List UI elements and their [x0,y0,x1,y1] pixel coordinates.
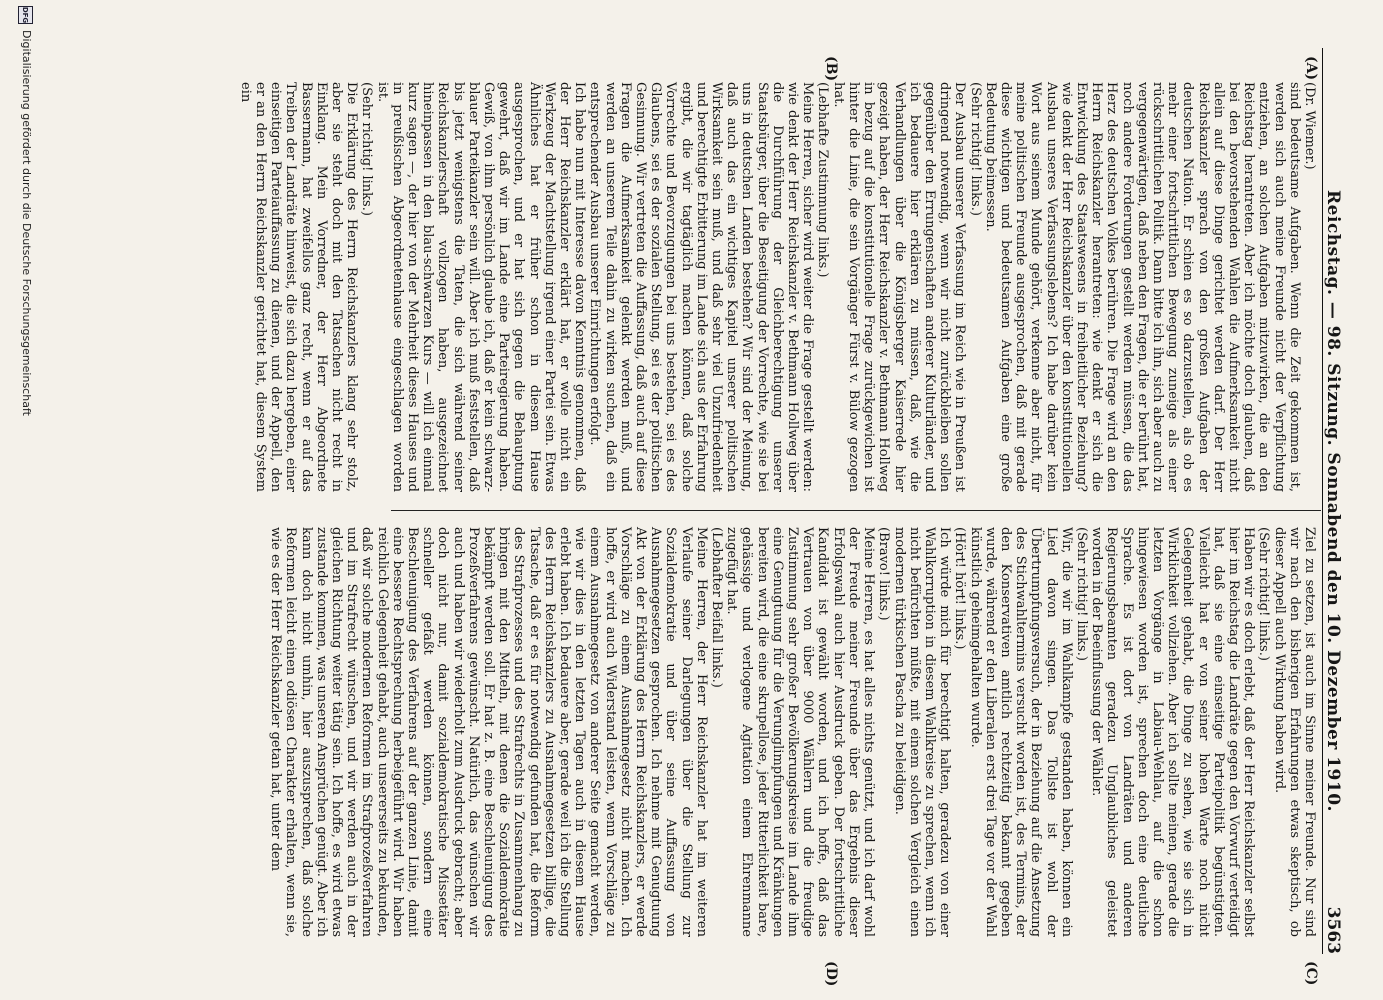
dfg-logo-icon: DFG [18,6,33,24]
margin-marker-c: (C) [1303,961,1319,986]
margin-marker-d: (D) [823,961,839,987]
margin-marker-a: (A) [1303,56,1319,81]
digitization-credit: Digitalisierung gefördert durch die Deutsche Forschungsgemeinschaft [20,30,33,416]
column-divider [391,510,1321,511]
right-column-text: Ziel zu setzen, ist auch im Sinne meiner Freunde. Nur sind wir nach den bisherigen Erfahrungen etwas skeptisch, ob dieser Appell auch Wirkung haben wird. (Sehr richtig! links.) Haben wir es doch erlebt, daß der Herr Reichskanzler selbst hier im Reichstag die Landräte gegen den Vorwurf verteidigt hat, daß sie eine einseitige Parteipolitik begünstigten. Vielleicht hat er von seiner hohen Warte noch nicht Gelegenheit gehabt, die Dinge zu sehen, wie sie sich in Wirklichkeit vollziehen. Aber ich sollte meinen, gerade die letzten Vorgänge in Labiau-Wehlau, auf die schon hingewiesen worden ist, sprechen doch eine deutliche Sprache. Es ist dort von Landräten und anderen Regierungsbeamten geradezu Unglaubliches geleistet worden in der Beeinflussung der Wähler. (Sehr richtig! links.) Wir, die wir im Wahlkampfe gestanden haben, können ein Lied davon singen. Das Tollste ist wohl der Übertrumpfungsversuch, der in Beziehung auf die Ansetzung des Stichwahltermins versucht worden ist, des Termins, der den Konservativen amtlich rechtzeitig bekannt gegeben wurde, während er den Liberalen erst drei Tage vor der Wahl künstlich geheimgehalten wurde. (Hört! hört! links.) Ich würde mich für berechtigt halten, geradezu von einer Wahlkorruption in diesem Wahlkreise zu sprechen, wenn ich nicht befürchten müßte, mit einem solchen Vergleich einen modernen türkischen Pascha zu beleidigen. (Bravo! links.) Meine Herren, es hat alles nichts genützt, und ich darf wohl der Freude meiner Freunde über das Ergebnis dieser Erfolgswahl auch hier Ausdruck geben. Der fortschrittliche Kandidat ist gewählt worden, und ich hoffe, daß das Vertrauen von über 9000 Wählern und die freudige Zustimmung sehr großer Bevölkerungskreise im Lande ihm eine Genugtuung für die Verunglimpfungen und Kränkungen bereiten wird, die eine skrupellose, jeder Ritterlichkeit bare, gehässige und verlogene Agitation einem Ehrenmanne zugefügt hat. (Lebhafter Beifall links.) Meine Herren, der Herr Reichskanzler hat im weiteren Verlaufe seiner Darlegungen über die Stellung zur Sozialdemokratie und über seine Auffassung von Ausnahmegesetzen gesprochen. Ich nehme mit Genugtuung Akt von der Erklärung des Herrn Reichskanzlers, er werde Vorschläge zu einem Ausnahmegesetz nicht machen. Ich hoffe, er wird auch Widerstand leisten, wenn Vorschläge zu einem Ausnahmegesetz von anderer Seite gemacht werden, wie wir dies in den letzten Tagen auch in diesem Hause erlebt haben. Ich bedauere aber, gerade weil ich die Stellung des Herrn Reichskanzlers zu Ausnahmegesetzen billige, die Tatsache, daß er es für notwendig gefunden hat, die Reform des Strafprozesses und des Strafrechts in Zusammenhang zu bringen mit den Mitteln, mit denen die Sozialdemokratie bekämpft werden soll. Er hat z. B. eine Beschleunigung des Prozeßverfahrens gewünscht. Natürlich, das wünschen wir auch und haben wir wiederholt zum Ausdruck gebracht; aber doch nicht nur, damit sozialdemokratische Missetäter schneller gefaßt werden können, sondern eine Beschleunigung des Verfahrens auf der ganzen Linie, damit eine bessere Rechtsprechung herbeigeführt wird. Wir haben reichlich Gelegenheit gehabt, auch unsererseits zu bekunden, daß wir solche modernen Reformen im Strafprozeßverfahren und im Strafrecht wünschen, und wir werden auch in der gleichen Richtung weiter tätig sein. Ich hoffe, es wird etwas zustande kommen, was unseren Ansprüchen genügt. Aber ich kann doch nicht umhin, hier auszusprechen, daß solche Reformen leicht einen odiösen Charakter erhalten, wenn sie, wie es der Herr Reichskanzler getan hat, unter dem [268,527,1317,937]
margin-marker-b: (B) [823,56,839,82]
left-column-text: (Dr. Wiemer.) sind bedeutsame Aufgaben. Wenn die Zeit gekommen ist, werden sich auch meine Freunde nicht der Verpflichtung entziehen, an solchen Aufgaben mitzuwirken, die an den Reichstag herantreten. Aber ich möchte doch glauben, daß bei den bevorstehenden Wahlen die Aufmerksamkeit nicht allein auf diese Dinge gerichtet werden darf. Der Herr Reichskanzler sprach von den großen Aufgaben der deutschen Nation. Er schien es so darzustellen, als ob es mehr einer fortschrittlichen Bewegung zuneige als einer rückschrittlichen Politik. Dann bitte ich ihn, sich aber auch zu vergegenwärtigen, daß neben den Fragen, die er berührt hat, noch andere Forderungen gestellt werden müssen, die das Herz des deutschen Volkes berühren. Die Frage wird an den Herrn Reichskanzler herantreten: wie denkt er sich die Entwicklung des Staatswesens in freiheitlicher Beziehung? wie denkt der Herr Reichskanzler über den konstitutionellen Ausbau unseres Verfassungslebens? Ich habe darüber kein Wort aus seinem Munde gehört, verkenne aber nicht, für meine politischen Freunde ausgesprochen, daß mit gerade diese wichtigen und bedeutsamen Aufgaben eine große Bedeutung beimessen. (Sehr richtig! links.) Der Ausbau unserer Verfassung im Reich wie in Preußen ist dringend notwendig, wenn wir nicht zurückbleiben sollen gegenüber den Errungenschaften anderer Kulturländer, und ich bedauere hier erklären zu müssen, daß, wie die Verhandlungen über die Königsberger Kaiserrede hier gezeigt haben, der Herr Reichskanzler v. Bethmann Hollweg in bezug auf die konstitutionelle Frage zurückgewichen ist hinter die Linie, die sein Vorgänger Fürst v. Bülow gezogen hat. (Lebhafte Zustimmung links.) Meine Herren, sicher wird weiter die Frage gestellt werden: wie denkt der Herr Reichskanzler v. Bethmann Hollweg über die Durchführung der Gleichberechtigung unserer Staatsbürger, über die Beseitigung der Vorrechte, wie sie bei uns in deutschen Landen bestehen? Wir sind der Meinung, daß auch das ein wichtiges Kapitel unserer politischen Wirksamkeit sein muß, und daß sehr viel Unzufriedenheit und berechtigte Erbitterung im Lande sich aus der Erfahrung ergibt, die wir tagtäglich machen können, daß solche Vorrechte und Bevorzugungen bei uns bestehen, sei es des Glaubens, sei es der sozialen Stellung, sei es der politischen Gesinnung. Wir vertreten die Auffassung, daß auch auf diese Fragen die Aufmerksamkeit gelenkt werden muß, und werden an unserem Teile dahin zu wirken suchen, daß ein entsprechender Ausbau unserer Einrichtungen erfolgt. Ich habe nun mit Interesse davon Kenntnis genommen, daß der Herr Reichskanzler erklärt hat, er wolle nicht ein Werkzeug der Machtstellung irgend einer Partei sein. Etwas Ähnliches hat er früher schon in diesem Hause ausgesprochen, und er hat sich gegen die Behauptung gewehrt, daß wir im Lande eine Parteiregierung haben. Gewiß, von ihm persönlich glaube ich, daß er kein schwarz-blauer Parteikanzler sein will. Aber ich muß feststellen, daß bis jetzt wenigstens die Taten, die sich während seiner Reichskanzlerschaft vollzogen haben, ausgezeichnet hineinpassen in den blau-schwarzen Kurs — will ich einmal kurz sagen —, der hier von der Mehrheit dieses Hauses und in preußischen Abgeordnetenhause eingeschlagen worden ist. (Sehr richtig! links.) Die Erklärung des Herrn Reichskanzlers klang sehr stolz, aber sie steht doch mit den Tatsachen nicht recht in Einklang. Mein Vorredner, der Herr Abgeordnete Bassermann, hat zweifellos ganz recht, wenn er auf das Treiben der Landräte hinweist, die sich dazu hergeben, einer einseitigen Parteiauffassung zu dienen, und der Appell, den er an den Herrn Reichskanzler gerichtet hat, diesem System ein [237,82,1317,492]
page-number: 3563 [1323,906,1343,954]
running-head [1322,48,1343,954]
running-head-title: Reichstag. — 98. Sitzung. Sonnabend den 10. Dezember 1910. [1323,190,1343,812]
